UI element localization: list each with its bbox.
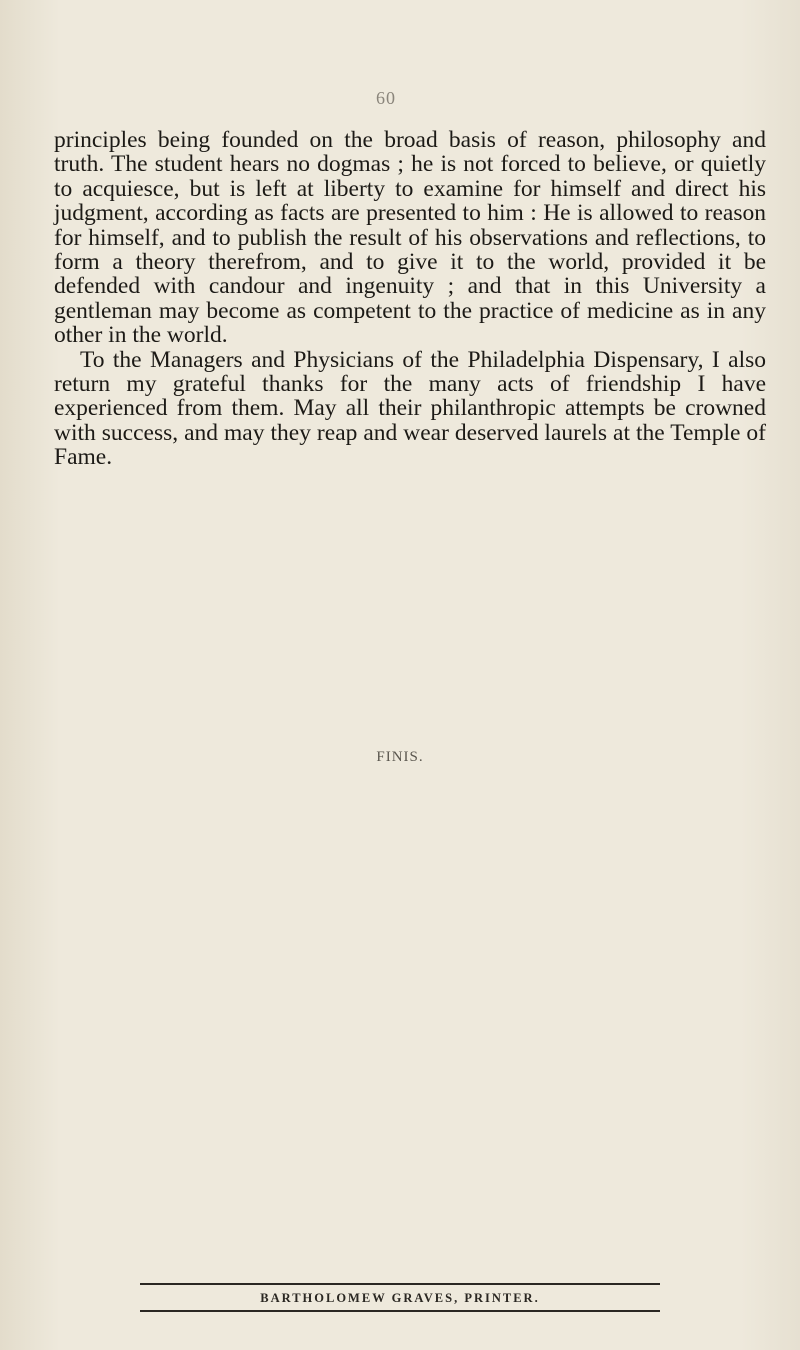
printer-name: BARTHOLOMEW GRAVES, PRINTER. xyxy=(260,1291,540,1305)
paragraph-continued: principles being founded on the broad basis of reason, philosophy and truth. The student hears no dogmas ; he is not forced to believe, or quietly to acquiesce, but is left at liberty to examine for himself and direct his judgment, according as facts are presented to him : He is allowed to reason for himself, and to publish the result of his observations and reflections, to form a theory therefrom, and to give it to the world, provided it be defended with candour and ingenuity ; and that in this University a gentleman may become as competent to the practice of medicine as in any other in the world. xyxy=(54,127,766,349)
body-text xyxy=(54,128,766,470)
paragraph-thanks: To the Managers and Physicians of the Philadelphia Dispensary, I also return my grateful thanks for the many acts of friendship I have experienced from them. May all their philanthropic attempts be crowned with success, and may they reap and wear deserved laurels at the Temple of Fame. xyxy=(54,346,766,471)
page-number: 60 xyxy=(376,88,396,108)
finis-mark: FINIS. xyxy=(376,749,424,765)
printer-imprint xyxy=(140,1283,660,1312)
imprint-rule-bottom xyxy=(140,1310,660,1312)
imprint-rule-top xyxy=(140,1283,660,1285)
